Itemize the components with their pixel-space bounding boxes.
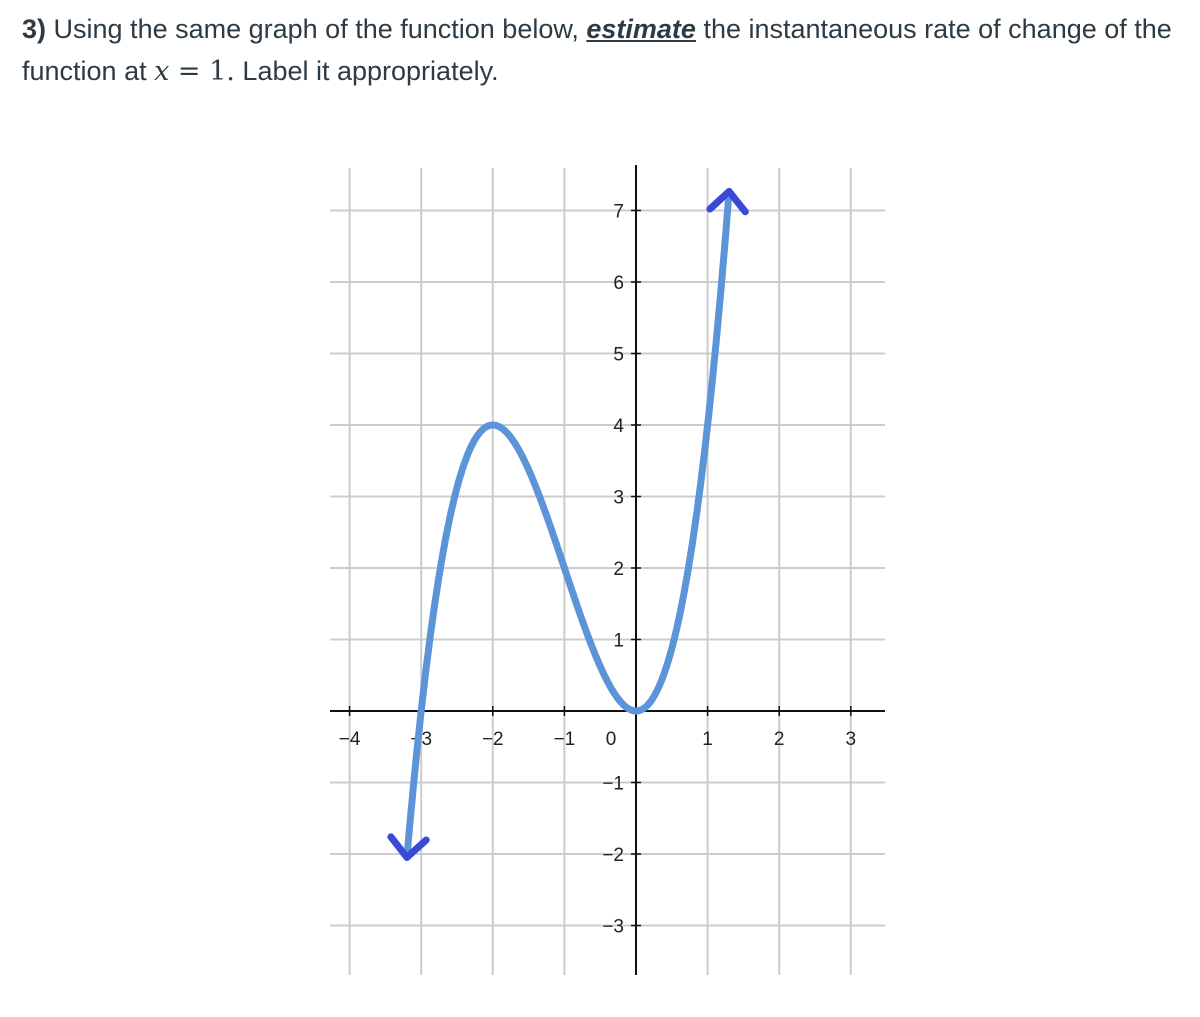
x-tick-label: −3 [410,729,433,750]
question-number: 3) [22,14,47,44]
y-tick-label: 7 [613,201,624,223]
y-tick-label: −1 [602,773,624,795]
curve-layer [407,191,729,857]
y-tick-label: 2 [613,559,624,580]
function-curve [407,191,729,857]
y-tick-label: −3 [602,916,624,938]
x-tick-label: 0 [605,729,617,750]
y-tick-label: −2 [602,845,624,866]
math-equals-one: = 1. [169,56,235,87]
question-emphasis: estimate [586,14,696,44]
question-text-part2: the instantaneous rate of change of the function at [22,14,1172,86]
x-tick-label: 2 [773,729,785,750]
x-tick-label: −2 [481,729,504,750]
question-text-part3: Label it appropriately. [242,56,499,86]
y-tick-label: 3 [613,487,624,509]
x-tick-label: 3 [845,729,857,750]
question-text-part1: Using the same graph of the function below, [53,14,579,44]
x-tick-label: −1 [553,729,576,750]
y-tick-label: 6 [613,273,624,294]
x-tick-label: 1 [702,729,713,750]
y-tick-label: 1 [613,630,624,652]
math-variable: x [154,56,170,87]
x-tick-label: −4 [338,729,361,750]
y-tick-label: 4 [613,416,624,437]
y-tick-label: 5 [613,344,624,366]
